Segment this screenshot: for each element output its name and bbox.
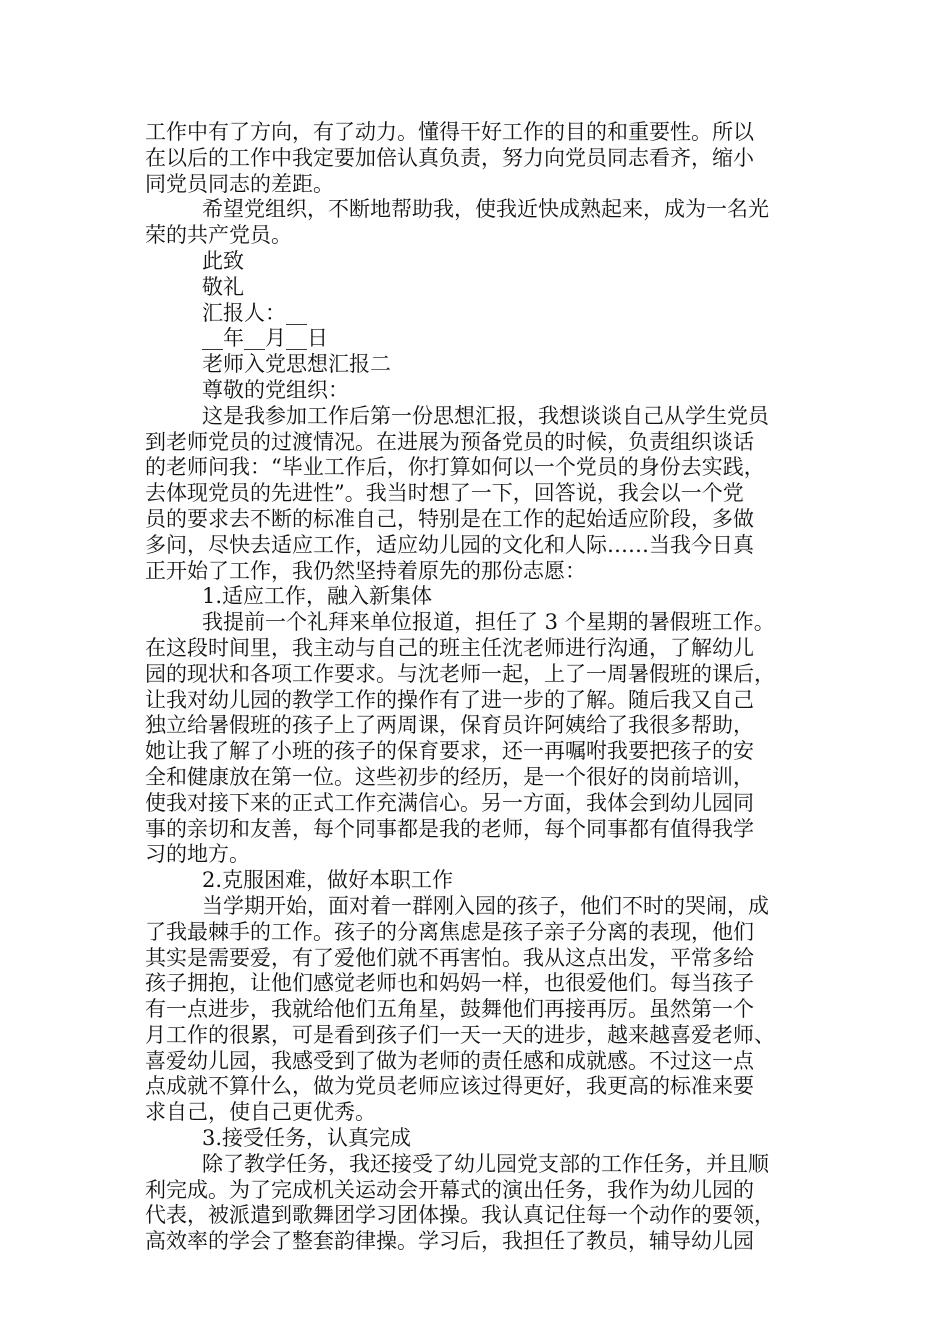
text-line: 正开始了工作，我仍然坚持着原先的那份志愿： (145, 558, 586, 583)
text-line: 荣的共产党员。 (145, 223, 292, 248)
text-line: 3.接受任务，认真完成 (202, 1126, 412, 1151)
text-line: 工作中有了方向，有了动力。懂得干好工作的目的和重要性。所以 (145, 120, 754, 144)
paragraph-hope (145, 197, 805, 249)
text-line: 让我对幼儿园的教学工作的操作有了进一步的了解。随后我又自己 (145, 687, 754, 712)
paragraph-s2 (145, 894, 805, 1126)
document-body (145, 120, 805, 1255)
text-line: 喜爱幼儿园，我感受到了做为老师的责任感和成就感。不过这一点 (145, 1048, 754, 1073)
text-line: 园的现状和各项工作要求。与沈老师一起，上了一周暑假班的课后， (145, 661, 775, 686)
text-line: 在这段时间里，我主动与自己的班主任沈老师进行沟通，了解幼儿 (145, 635, 754, 660)
text-line: 到老师党员的过渡情况。在进展为预备党员的时候，负责组织谈话 (145, 429, 754, 454)
text-line: 利完成。为了完成机关运动会开幕式的演出任务，我作为幼儿园的 (145, 1177, 754, 1202)
text-line: 此致 (202, 248, 244, 273)
paragraph-salutation (145, 378, 805, 404)
text-line: 代表，被派遣到歌舞团学习团体操。我认真记住每一个动作的要领， (145, 1203, 775, 1228)
paragraph-reporter (145, 301, 805, 327)
text-line: 汇报人：__ (202, 300, 307, 325)
paragraph-s1 (145, 610, 805, 868)
text-line: 有一点进步，我就给他们五角星，鼓舞他们再接再厉。虽然第一个 (145, 997, 754, 1022)
text-line: 全和健康放在第一位。这些初步的经历，是一个很好的岗前培训， (145, 764, 754, 789)
text-line: 员的要求去不断的标准自己，特别是在工作的起始适应阶段，多做 (145, 506, 754, 531)
text-line: 孩子拥抱，让他们感觉老师也和妈妈一样，也很爱他们。每当孩子 (145, 971, 754, 996)
paragraph-h3 (145, 1126, 805, 1152)
text-line: 其实是需要爱，有了爱他们就不再害怕。我从这点出发，平常多给 (145, 945, 754, 970)
text-line: 希望党组织，不断地帮助我，使我近快成熟起来，成为一名光 (202, 197, 769, 222)
text-line: 了我最棘手的工作。孩子的分离焦虑是孩子亲子分离的表现，他们 (145, 919, 754, 944)
paragraph-cizhi (145, 249, 805, 275)
text-line: 月工作的很累，可是看到孩子们一天一天的进步，越来越喜爱老师、 (145, 1022, 775, 1047)
text-line: 在以后的工作中我定要加倍认真负责，努力向党员同志看齐，缩小 (145, 145, 754, 170)
paragraph-s3 (145, 1152, 805, 1255)
text-line: 敬礼 (202, 274, 244, 299)
text-line: 她让我了解了小班的孩子的保育要求，还一再嘱咐我要把孩子的安 (145, 739, 754, 764)
paragraph-jingli (145, 275, 805, 301)
text-line: 点成就不算什么，做为党员老师应该过得更好，我更高的标准来要 (145, 1074, 754, 1099)
text-line: 这是我参加工作后第一份思想汇报，我想谈谈自己从学生党员 (202, 403, 769, 428)
text-line: 的老师问我：“毕业工作后，你打算如何以一个党员的身份去实践， (145, 455, 765, 480)
text-line: 使我对接下来的正式工作充满信心。另一方面，我体会到幼儿园同 (145, 790, 754, 815)
text-line: 我提前一个礼拜来单位报道，担任了 3 个星期的暑假班工作。 (202, 610, 775, 635)
text-line: 老师入党思想汇报二 (202, 352, 391, 377)
text-line: 求自己，使自己更优秀。 (145, 1100, 376, 1125)
text-line: 独立给暑假班的孩子上了两周课，保育员许阿姨给了我很多帮助， (145, 713, 754, 738)
text-line: 2.克服困难，做好本职工作 (202, 868, 454, 893)
paragraph-h2 (145, 868, 805, 894)
text-line: 高效率的学会了整套韵律操。学习后，我担任了教员，辅导幼儿园 (145, 1229, 754, 1254)
paragraph-date (145, 326, 805, 352)
text-line: __年__月__日 (202, 326, 328, 351)
paragraph-intro (145, 404, 805, 585)
text-line: 同党员同志的差距。 (145, 171, 334, 196)
paragraph-tail-1 (145, 120, 805, 197)
text-line: 1.适应工作，融入新集体 (202, 584, 433, 609)
text-line: 习的地方。 (145, 842, 250, 867)
paragraph-title2 (145, 352, 805, 378)
text-line: 事的亲切和友善，每个同事都是我的老师，每个同事都有值得我学 (145, 816, 754, 841)
text-line: 尊敬的党组织： (202, 377, 349, 402)
text-line: 多问，尽快去适应工作，适应幼儿园的文化和人际……当我今日真 (145, 532, 754, 557)
text-line: 去体现党员的先进性”。我当时想了一下，回答说，我会以一个党 (145, 481, 744, 506)
text-line: 除了教学任务，我还接受了幼儿园党支部的工作任务，并且顺 (202, 1151, 769, 1176)
paragraph-h1 (145, 584, 805, 610)
text-line: 当学期开始，面对着一群刚入园的孩子，他们不时的哭闹，成 (202, 893, 769, 918)
